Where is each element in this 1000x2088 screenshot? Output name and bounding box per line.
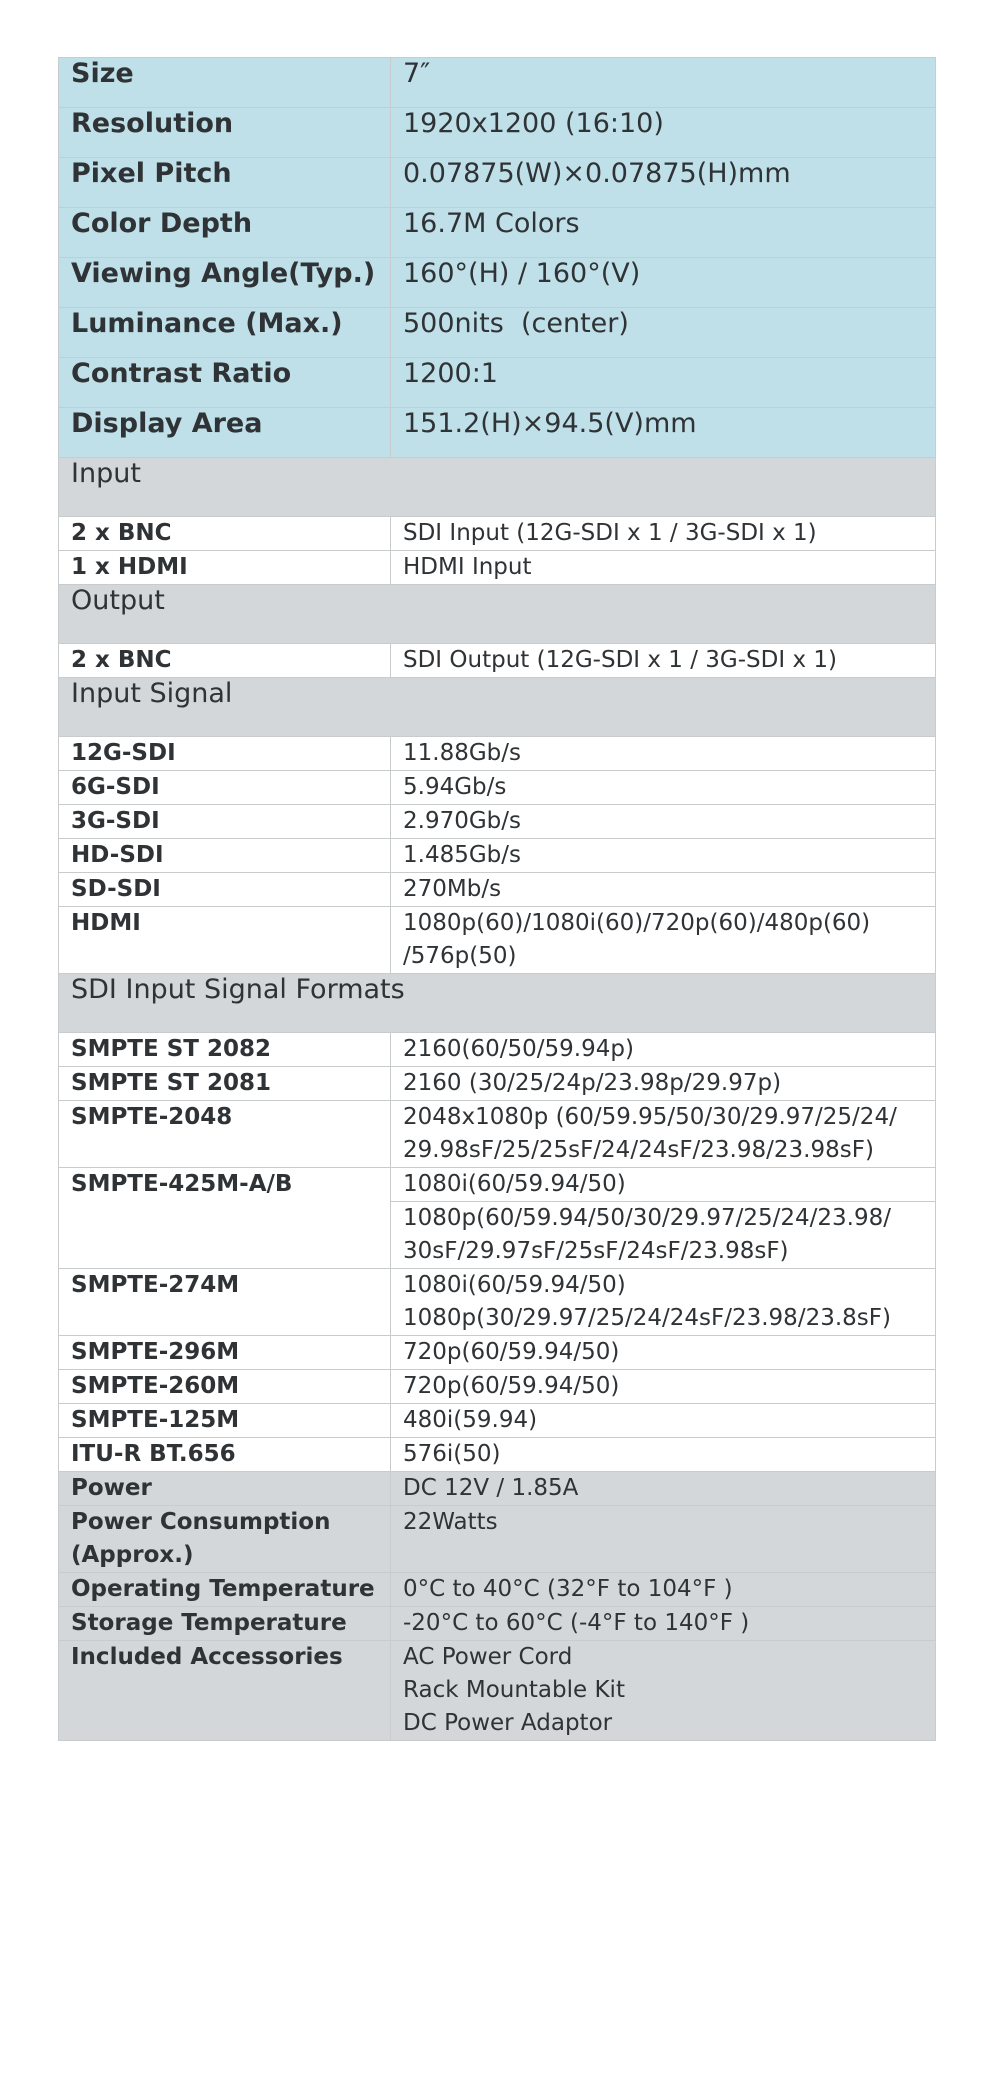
spec-label: 2 x BNC bbox=[59, 644, 391, 678]
spec-label: Power bbox=[59, 1472, 391, 1506]
spec-row-pixel-pitch bbox=[59, 158, 936, 208]
spec-label: HD-SDI bbox=[59, 839, 391, 873]
spec-value: 2.970Gb/s bbox=[391, 805, 936, 839]
spec-value: 1.485Gb/s bbox=[391, 839, 936, 873]
spec-row-viewing-angle bbox=[59, 258, 936, 308]
spec-value-line: 1080i(60/59.94/50) bbox=[403, 1272, 626, 1298]
spec-value: 720p(60/59.94/50) bbox=[391, 1336, 936, 1370]
spec-row-contrast-ratio bbox=[59, 358, 936, 408]
spec-row-luminance bbox=[59, 308, 936, 358]
section-title: Input Signal bbox=[59, 678, 936, 737]
spec-label: Storage Temperature bbox=[59, 1607, 391, 1641]
spec-label: 12G-SDI bbox=[59, 737, 391, 771]
spec-row-smpte-2048 bbox=[59, 1101, 936, 1168]
spec-label-line: (Approx.) bbox=[71, 1542, 194, 1568]
spec-value-line: /576p(50) bbox=[403, 943, 517, 969]
spec-value: 151.2(H)×94.5(V)mm bbox=[391, 408, 936, 458]
spec-row-color-depth bbox=[59, 208, 936, 258]
spec-value: 11.88Gb/s bbox=[391, 737, 936, 771]
spec-row-hd-sdi bbox=[59, 839, 936, 873]
spec-value-line: 2048x1080p (60/59.95/50/30/29.97/25/24/ bbox=[403, 1104, 897, 1130]
spec-row-sd-sdi bbox=[59, 873, 936, 907]
spec-row-included-accessories bbox=[59, 1641, 936, 1741]
spec-row-display-area bbox=[59, 408, 936, 458]
spec-value: 500nits (center) bbox=[391, 308, 936, 358]
spec-value bbox=[391, 1641, 936, 1741]
spec-label: 6G-SDI bbox=[59, 771, 391, 805]
spec-value bbox=[391, 1202, 936, 1269]
spec-row-power bbox=[59, 1472, 936, 1506]
accessory-item: Rack Mountable Kit bbox=[403, 1677, 625, 1703]
spec-label: ITU-R BT.656 bbox=[59, 1438, 391, 1472]
spec-row-st2081 bbox=[59, 1067, 936, 1101]
spec-label: SMPTE-125M bbox=[59, 1404, 391, 1438]
spec-value: 720p(60/59.94/50) bbox=[391, 1370, 936, 1404]
spec-value: 0.07875(W)×0.07875(H)mm bbox=[391, 158, 936, 208]
section-title: Input bbox=[59, 458, 936, 517]
spec-label: SMPTE ST 2081 bbox=[59, 1067, 391, 1101]
spec-value-line: 1080p(60/59.94/50/30/29.97/25/24/23.98/ bbox=[403, 1205, 891, 1231]
spec-row-resolution bbox=[59, 108, 936, 158]
spec-label: SD-SDI bbox=[59, 873, 391, 907]
spec-row-itu-r-bt656 bbox=[59, 1438, 936, 1472]
spec-label: 1 x HDMI bbox=[59, 551, 391, 585]
spec-value: 270Mb/s bbox=[391, 873, 936, 907]
spec-value-line: 29.98sF/25/25sF/24/24sF/23.98/23.98sF) bbox=[403, 1137, 874, 1163]
spec-label bbox=[59, 1506, 391, 1573]
spec-row-smpte-296m bbox=[59, 1336, 936, 1370]
spec-label-line: Power Consumption bbox=[71, 1509, 331, 1535]
spec-row-storage-temperature bbox=[59, 1607, 936, 1641]
section-title: SDI Input Signal Formats bbox=[59, 974, 936, 1033]
spec-label: 2 x BNC bbox=[59, 517, 391, 551]
spec-label: SMPTE-425M-A/B bbox=[59, 1168, 391, 1269]
spec-label: Included Accessories bbox=[59, 1641, 391, 1741]
spec-value: 480i(59.94) bbox=[391, 1404, 936, 1438]
spec-row-smpte-274m bbox=[59, 1269, 936, 1336]
spec-label: Contrast Ratio bbox=[59, 358, 391, 408]
spec-label: SMPTE-260M bbox=[59, 1370, 391, 1404]
spec-row-hdmi-signal bbox=[59, 907, 936, 974]
spec-label: Luminance (Max.) bbox=[59, 308, 391, 358]
section-header-sdi-formats bbox=[59, 974, 936, 1033]
spec-value: 1080i(60/59.94/50) bbox=[391, 1168, 936, 1202]
spec-value: 22Watts bbox=[391, 1506, 936, 1573]
spec-label: 3G-SDI bbox=[59, 805, 391, 839]
spec-row-bnc-input bbox=[59, 517, 936, 551]
spec-table bbox=[58, 57, 936, 1741]
spec-row-smpte-125m bbox=[59, 1404, 936, 1438]
spec-value bbox=[391, 907, 936, 974]
spec-label: SMPTE ST 2082 bbox=[59, 1033, 391, 1067]
spec-value: HDMI Input bbox=[391, 551, 936, 585]
spec-value: 160°(H) / 160°(V) bbox=[391, 258, 936, 308]
spec-value: 0°C to 40°C (32°F to 104°F ) bbox=[391, 1573, 936, 1607]
spec-row-smpte-260m bbox=[59, 1370, 936, 1404]
spec-value: SDI Input (12G-SDI x 1 / 3G-SDI x 1) bbox=[391, 517, 936, 551]
spec-value: 2160 (30/25/24p/23.98p/29.97p) bbox=[391, 1067, 936, 1101]
spec-label: Color Depth bbox=[59, 208, 391, 258]
spec-row-st2082 bbox=[59, 1033, 936, 1067]
accessory-item: AC Power Cord bbox=[403, 1644, 573, 1670]
spec-value: DC 12V / 1.85A bbox=[391, 1472, 936, 1506]
spec-label: SMPTE-274M bbox=[59, 1269, 391, 1336]
spec-label: Viewing Angle(Typ.) bbox=[59, 258, 391, 308]
spec-value bbox=[391, 1269, 936, 1336]
spec-value-line: 30sF/29.97sF/25sF/24sF/23.98sF) bbox=[403, 1238, 789, 1264]
accessory-item: DC Power Adaptor bbox=[403, 1710, 613, 1736]
spec-row-operating-temperature bbox=[59, 1573, 936, 1607]
spec-label: Display Area bbox=[59, 408, 391, 458]
spec-row-power-consumption bbox=[59, 1506, 936, 1573]
spec-row-smpte-425m-a bbox=[59, 1168, 936, 1202]
spec-value: SDI Output (12G-SDI x 1 / 3G-SDI x 1) bbox=[391, 644, 936, 678]
spec-label: Pixel Pitch bbox=[59, 158, 391, 208]
spec-value: 1200:1 bbox=[391, 358, 936, 408]
spec-value: 16.7M Colors bbox=[391, 208, 936, 258]
section-header-input bbox=[59, 458, 936, 517]
spec-value bbox=[391, 1101, 936, 1168]
spec-value: 5.94Gb/s bbox=[391, 771, 936, 805]
spec-row-size bbox=[59, 58, 936, 108]
spec-value: 576i(50) bbox=[391, 1438, 936, 1472]
section-header-output bbox=[59, 585, 936, 644]
spec-row-3g-sdi bbox=[59, 805, 936, 839]
spec-label: SMPTE-2048 bbox=[59, 1101, 391, 1168]
spec-label: SMPTE-296M bbox=[59, 1336, 391, 1370]
spec-label: Resolution bbox=[59, 108, 391, 158]
spec-row-hdmi-input bbox=[59, 551, 936, 585]
spec-row-bnc-output bbox=[59, 644, 936, 678]
spec-row-6g-sdi bbox=[59, 771, 936, 805]
spec-row-12g-sdi bbox=[59, 737, 936, 771]
spec-value: 1920x1200 (16:10) bbox=[391, 108, 936, 158]
section-title: Output bbox=[59, 585, 936, 644]
spec-label: Operating Temperature bbox=[59, 1573, 391, 1607]
spec-value: -20°C to 60°C (-4°F to 140°F ) bbox=[391, 1607, 936, 1641]
spec-value-line: 1080p(60)/1080i(60)/720p(60)/480p(60) bbox=[403, 910, 871, 936]
spec-value: 7″ bbox=[391, 58, 936, 108]
spec-label: HDMI bbox=[59, 907, 391, 974]
spec-value-line: 1080p(30/29.97/25/24/24sF/23.98/23.8sF) bbox=[403, 1305, 891, 1331]
spec-value: 2160(60/50/59.94p) bbox=[391, 1033, 936, 1067]
section-header-input-signal bbox=[59, 678, 936, 737]
spec-label: Size bbox=[59, 58, 391, 108]
